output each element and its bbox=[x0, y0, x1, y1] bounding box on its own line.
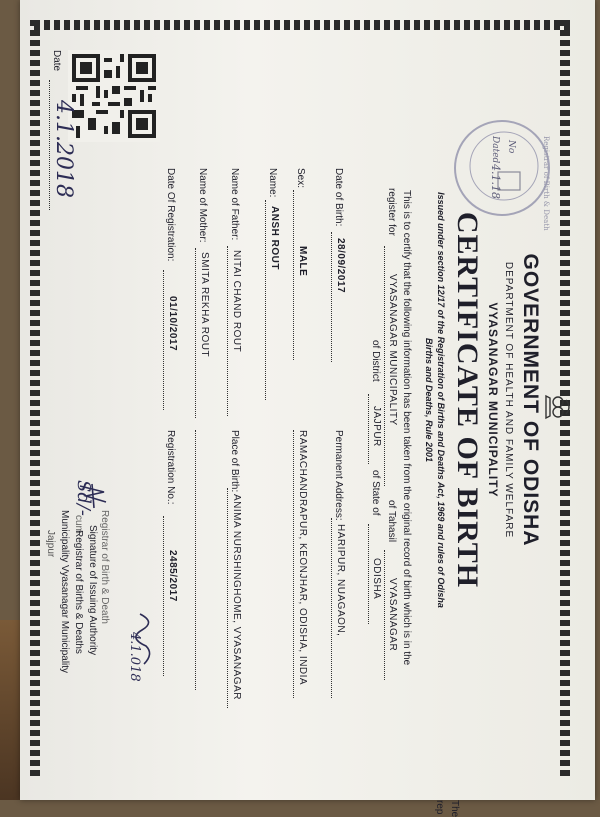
registration-date-label: Date Of Registration: bbox=[165, 168, 176, 262]
signature-line2: Registrar of Births & Deaths bbox=[73, 530, 84, 654]
government-title: GOVERNMENT OF ODISHA bbox=[519, 253, 542, 547]
signature-stroke bbox=[130, 610, 160, 670]
place-of-birth-value: ANIMA NURSHINGHOME, VYASANAGAR bbox=[231, 494, 242, 700]
issued-under-line1: Issued under section 12/17 of the Registration of Births and Deaths Act, 1969 and rules of Odisha bbox=[436, 192, 446, 608]
dob-value: 28/09/2017 bbox=[335, 238, 346, 294]
registrar-seal bbox=[454, 120, 550, 231]
tahasil-value: VYASANAGAR bbox=[387, 578, 398, 652]
signature-line1-under: Registrar of Birth & Death bbox=[99, 510, 110, 624]
signature-line3: Municipality Vyasanagar Municipality bbox=[59, 510, 70, 674]
mother-name-value: SMITA REKHA ROUT bbox=[199, 252, 210, 358]
child-name-value: ANSH ROUT bbox=[269, 206, 280, 270]
initials-stroke bbox=[74, 482, 110, 512]
registration-no-value: 2485/2017 bbox=[167, 550, 178, 602]
seal-no-label: No bbox=[506, 140, 516, 154]
register-for-value: VYASANAGAR MUNICIPALITY bbox=[387, 274, 398, 426]
issue-place: Jajpur bbox=[45, 530, 56, 558]
seal-text: Registrar of Birth & Death bbox=[542, 136, 550, 231]
address-line1: HARIPUR, NUAGAON, bbox=[335, 524, 346, 637]
place-of-birth-label: Place of Birth: bbox=[229, 430, 240, 493]
intro-line1: This is to certify that the following information has been taken from the original record of birth which is in the bbox=[401, 190, 412, 666]
tahasil-label: of Tahasil bbox=[386, 500, 397, 543]
seal-dated-value: 4.1.18 bbox=[489, 164, 502, 199]
department-name: DEPARTMENT OF HEALTH AND FAMILY WELFARE bbox=[503, 261, 514, 539]
municipality-name: VYASANAGAR MUNICIPALITY bbox=[486, 302, 500, 498]
district-value: JAJPUR bbox=[371, 406, 382, 447]
sex-label: Sex: bbox=[295, 168, 306, 189]
signature-handwritten-date: 4.1.018 bbox=[127, 632, 142, 682]
bottom-border bbox=[30, 20, 40, 780]
state-label: of State of bbox=[370, 470, 381, 516]
dob-label: Date of Birth: bbox=[333, 168, 344, 227]
sex-value: MALE bbox=[297, 246, 308, 277]
intro-line2-prefix: register for bbox=[386, 188, 397, 236]
mother-name-label: Name of Mother: bbox=[197, 168, 208, 243]
district-label: of District bbox=[370, 340, 381, 382]
address-line2: RAMACHANDRAPUR, KEONJHAR, ODISHA, INDIA bbox=[297, 430, 308, 686]
registration-no-label: Registration No.: bbox=[165, 430, 176, 505]
issue-date-label: Date bbox=[51, 50, 62, 72]
certificate-title: CERTIFICATE OF BIRTH bbox=[451, 211, 484, 589]
state-emblem-icon bbox=[542, 390, 574, 424]
issued-under-line2: Births and Deaths, Rule 2001 bbox=[424, 337, 434, 463]
issue-date-handwritten: 4.1.2018 bbox=[51, 100, 76, 198]
signature-scribble: Sd/- bbox=[73, 480, 94, 516]
birth-certificate bbox=[20, 10, 580, 817]
qr-code-icon bbox=[68, 50, 160, 142]
signature-line1: Signature of Issuing Authority bbox=[87, 525, 98, 656]
father-name-label: Name of Father: bbox=[229, 168, 240, 241]
side-text-1: The bbox=[449, 800, 460, 817]
child-name-label: Name: bbox=[267, 168, 278, 198]
registration-date-value: 01/10/2017 bbox=[167, 296, 178, 352]
address-label: Permanent Address: bbox=[333, 430, 344, 521]
signature-cum: cum bbox=[73, 515, 84, 534]
state-value: ODISHA bbox=[371, 558, 382, 600]
seal-dated-label: Dated bbox=[490, 136, 500, 164]
side-text-2: rep bbox=[434, 800, 445, 815]
father-name-value: NITAI CHAND ROUT bbox=[231, 250, 242, 353]
